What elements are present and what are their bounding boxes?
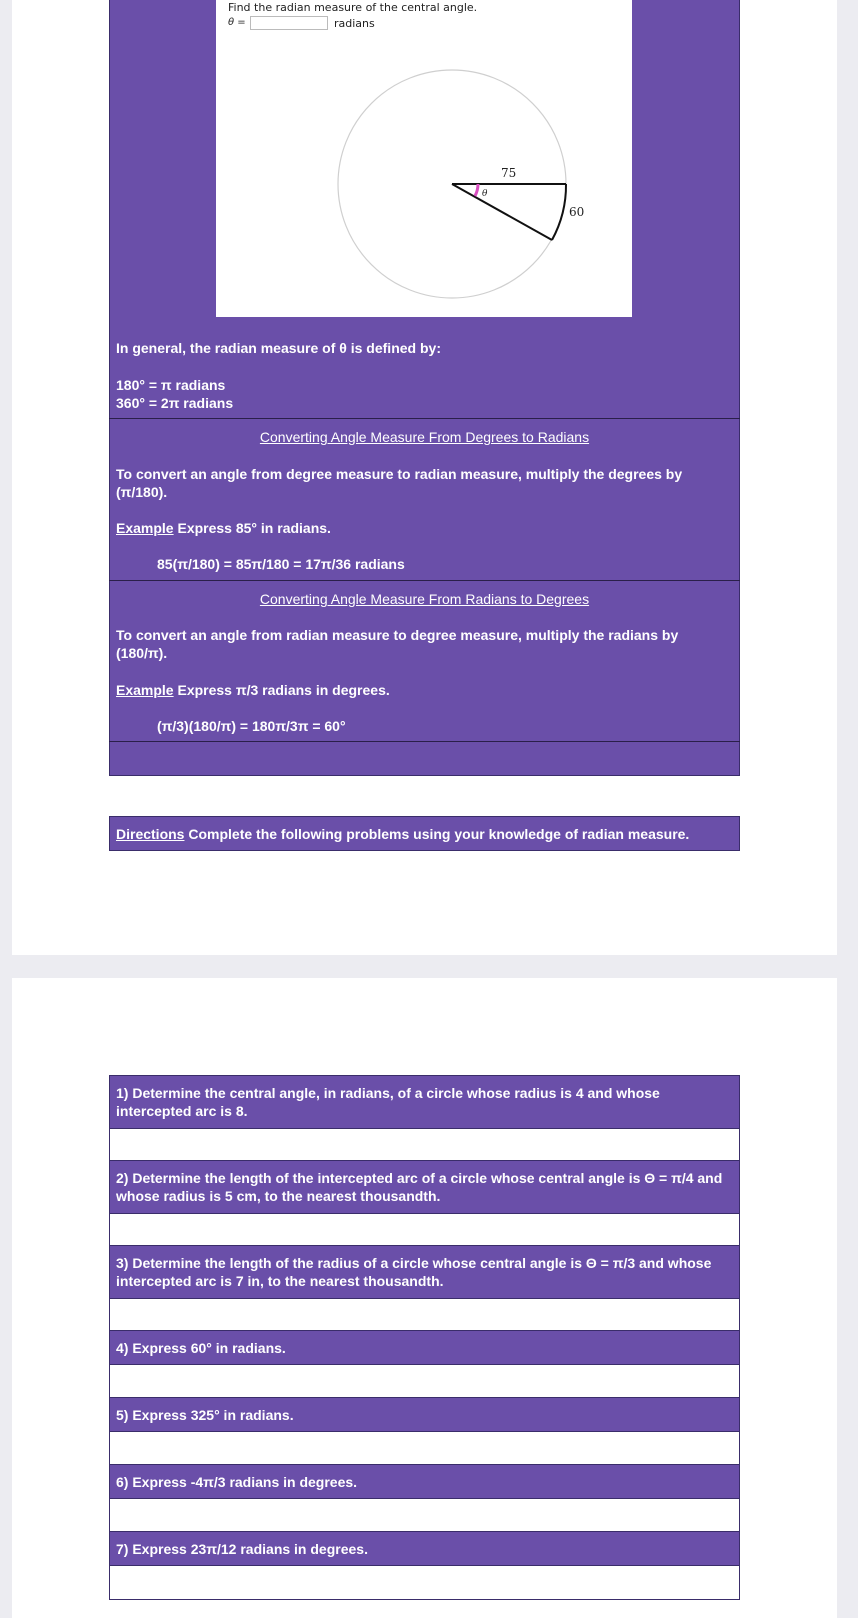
definition-intro: In general, the radian measure of θ is defined by:	[116, 340, 441, 356]
radius-segment-2	[452, 184, 552, 240]
deg-to-rad-example	[116, 519, 331, 537]
question-text: 1) Determine the central angle, in radians, of a circle whose radius is 4 and whose intercepted arc is 8.	[110, 1076, 739, 1128]
theta-label: θ =	[228, 17, 246, 28]
answer-field[interactable]	[110, 1431, 739, 1465]
question-5	[109, 1397, 740, 1466]
example-label: Example	[116, 682, 174, 698]
question-6	[109, 1464, 740, 1533]
angle-marker	[475, 184, 478, 196]
question-3	[109, 1245, 740, 1332]
problem-card	[216, 0, 632, 317]
example-text: Express 85° in radians.	[173, 520, 331, 536]
deg-to-rad-heading: Converting Angle Measure From Degrees to Radians	[259, 429, 590, 445]
rad-to-deg-example	[116, 681, 390, 699]
directions-box	[109, 816, 740, 851]
example-text: Express π/3 radians in degrees.	[173, 682, 390, 698]
intercepted-arc	[552, 184, 566, 240]
question-text: 5) Express 325° in radians.	[110, 1398, 739, 1431]
rad-to-deg-work: (π/3)(180/π) = 180π/3π = 60°	[157, 718, 346, 734]
question-1	[109, 1075, 740, 1162]
example-label: Example	[116, 520, 174, 536]
unit-label: radians	[334, 17, 375, 30]
question-text: 3) Determine the length of the radius of a circle whose central angle is Θ = π/3 and whose intercepted arc is 7 in, to the nearest thousandth.	[110, 1246, 739, 1298]
directions-label: Directions	[116, 826, 185, 842]
answer-field[interactable]	[110, 1364, 739, 1398]
question-text: 4) Express 60° in radians.	[110, 1331, 739, 1364]
question-text: 7) Express 23π/12 radians in degrees.	[110, 1532, 739, 1565]
answer-field[interactable]	[110, 1213, 739, 1246]
question-7	[109, 1531, 740, 1600]
rad-to-deg-heading: Converting Angle Measure From Radians to Degrees	[259, 591, 590, 607]
answer-field[interactable]	[110, 1498, 739, 1532]
divider	[109, 741, 740, 742]
radius-label: 60	[569, 205, 585, 219]
deg-to-rad-text-1: To convert an angle from degree measure to radian measure, multiply the degrees by	[116, 466, 683, 482]
arc-label: 75	[501, 166, 517, 180]
question-4	[109, 1330, 740, 1399]
question-text: 6) Express -4π/3 radians in degrees.	[110, 1465, 739, 1498]
deg-to-rad-text-2: (π/180).	[116, 484, 168, 500]
divider	[109, 418, 740, 419]
circle-figure	[216, 0, 632, 317]
answer-field[interactable]	[110, 1565, 739, 1599]
problem-instruction: Find the radian measure of the central angle.	[228, 1, 478, 14]
question-text: 2) Determine the length of the intercepted arc of a circle whose central angle is Θ = π/4 and whose radius is 5 cm, to the nearest thousandth.	[110, 1161, 739, 1213]
deg-to-rad-work: 85(π/180) = 85π/180 = 17π/36 radians	[157, 556, 405, 572]
divider	[109, 580, 740, 581]
directions-text: Complete the following problems using your knowledge of radian measure.	[184, 826, 690, 842]
rad-to-deg-text-1: To convert an angle from radian measure to degree measure, multiply the radians by	[116, 627, 679, 643]
question-2	[109, 1160, 740, 1247]
definition-line-2: 360° = 2π radians	[116, 395, 234, 411]
answer-field[interactable]	[110, 1128, 739, 1161]
definition-line-1: 180° = π radians	[116, 377, 226, 393]
rad-to-deg-text-2: (180/π).	[116, 645, 168, 661]
angle-label: θ	[482, 189, 488, 199]
answer-field[interactable]	[110, 1298, 739, 1331]
